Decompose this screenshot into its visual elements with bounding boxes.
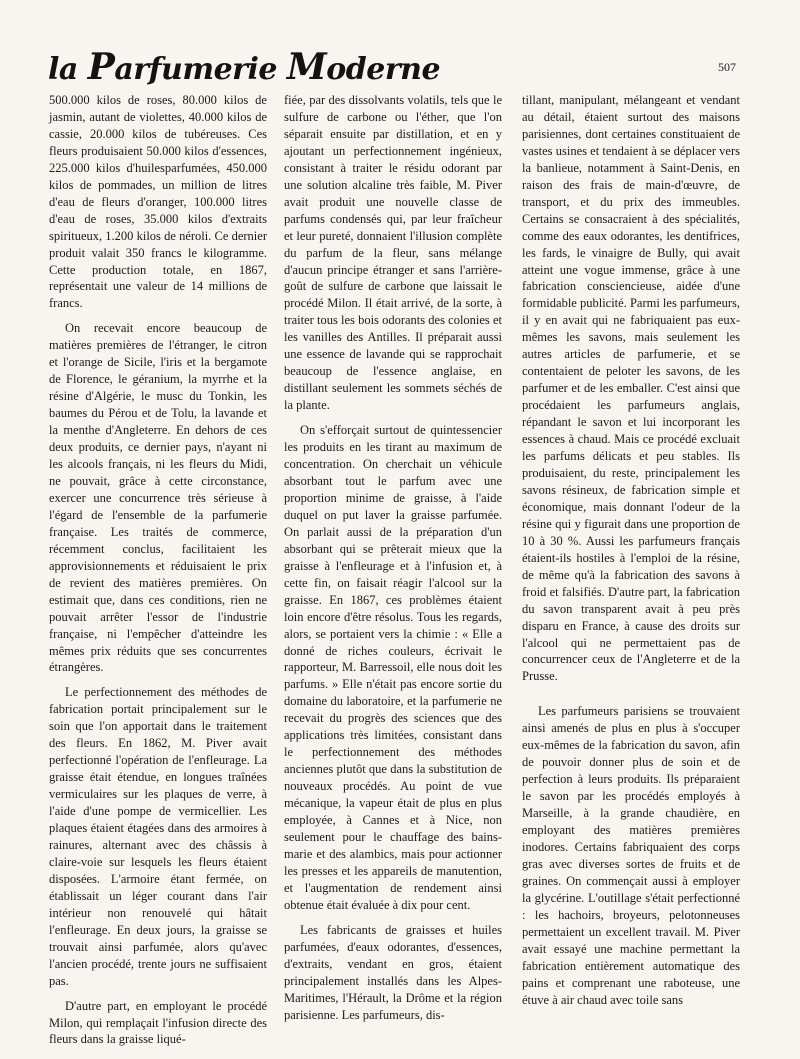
paragraph: On s'efforçait surtout de quintessencier les produits en les tirant au maximum de concentration. On cherchait un véhicule absorbant tout le parfum avec une proportion minime de graisse, à l'aide duquel on put laver la graisse parfumée. On parlait aussi de la préparation d'un absorbant qui se prêterait mieux que la graisse à l'enfleurage et à l'infusion et, à cette fin, on faisait réagir l'alcool sur la graisse. En 1867, ces problèmes étaient loin encore d'être résolus. Tous les regards, alors, se portaient vers la chimie : « Elle a donné de riches couleurs, écrivait le rapporteur, M. Barressoil, elle nous doit les parfums. » Elle n'était pas encore sortie du domaine du laboratoire, et la parfumerie ne recevait du progrès des sciences que des applications très limitées, consistant dans le perfectionnement des méthodes anciennes plutôt que dans la substitution de nouveaux procédés. Au point de vue mécanique, la vapeur était de plus en plus employée, à Cannes et à Nice, non seulement pour le chauffage des bains-marie et des alambics, mais pour actionner les presses et les appareils de manutention, et l'augmentation de rendement ainsi obtenue était évaluée à dix pour cent.	[284, 423, 502, 912]
paragraph: Les parfumeurs parisiens se trouvaient ainsi amenés de plus en plus à s'occuper eux-mêmes de la fabrication du savon, afin de pouvoir donner plus de soin et de perfection à leurs produits. Ils préparaient le savon par les procédés employés à Marseille, à la grande chaudière, en employant des matières premières inodores. Certains fabriquaient des corps gras avec diverses sortes de fruits et de graines. On commençait aussi à employer la glycérine. L'outillage s'était perfectionné : les hachoirs, broyeurs, pelotonneuses permettaient un excellent travail. M. Piver avait essayé une machine permettant la fabrication entièrement automatique des pains et comprenant une raboteuse, une étuve à air chaud avec toile sans	[522, 704, 740, 1007]
paragraph: Le perfectionnement des méthodes de fabrication portait principalement sur le soin que l'on apportait dans le traitement des fleurs. En 1862, M. Piver avait perfectionné l'opération de l'enfleurage. La graisse était étendue, en longues traînées vermiculaires sur les plaques de verre, à l'aide d'une pompe de vermicellier. Les plaques étaient étagées dans des armoires à rainures, alternant avec des châssis à claire-voie sur lesquels les fleurs étaient disposées. L'armoire étant fermée, on établissait un léger courant dans l'air intérieur non renouvelé qui hâtait l'enfleurage. En deux jours, la graisse se trouvait ainsi parfumée, alors qu'avec l'ancien procédé, trente jours ne suffisaient pas.	[49, 685, 267, 988]
paragraph: fiée, par des dissolvants volatils, tels que le sulfure de carbone ou l'éther, que l'on séparait ensuite par distillation, et en y ajoutant un perfectionnement ingénieux, consistant à traiter le résidu odorant par une solution alcaline très faible, M. Piver avait produit une nouvelle classe de parfums condensés qui, par leur fraîcheur et leur pureté, donnaient l'illusion complète du parfum de la fleur, sans mélange d'aucun principe étranger et sans l'arrière-goût de sulfure de carbone que laissait le procédé Milon. Il était arrivé, de la sorte, à traiter tous les bois odorants des colonies et les vanilles des Antilles. Il préparait aussi une essence de lavande qui se rapprochait beaucoup de l'essence anglaise, en distillant seulement les sommets séchés de la plante.	[284, 93, 502, 413]
masthead-part: la	[48, 52, 88, 87]
masthead-part: oderne	[326, 52, 441, 87]
paragraph: On recevait encore beaucoup de matières premières de l'étranger, le citron et l'orange de Sicile, l'iris et la bergamote de Florence, le géranium, la myrrhe et la résine d'Algérie, le musc du Tonkin, les baumes du Pérou et de Tolu, la lavande et la menthe d'Angleterre. En dehors de ces deux produits, ce dernier pays, n'ayant ni les alcools français, ni les fleurs du Midi, ne pouvait, grâce à cette circonstance, exercer une concurrence très sérieuse à l'égard de l'ensemble de la parfumerie française. Les traités de commerce, récemment conclus, facilitaient les approvisionnements et réduisaient le prix de revient des matières premières. On estimait que, dans ces conditions, rien ne pouvait arrêter l'essor de l'industrie française, ni l'empêcher d'atteindre les mêmes prix réduits que ses concurrentes étrangères.	[49, 321, 267, 675]
paragraph: 500.000 kilos de roses, 80.000 kilos de jasmin, autant de violettes, 40.000 kilos de cassie, 20.000 kilos de tubéreuses. Ces fleurs produisaient 50.000 kilos d'essences, 225.000 kilos d'huilesparfumées, 450.000 kilos de pommades, un million de litres d'eau de fleurs d'oranger, 100.000 litres d'eau de roses, 35.000 kilos d'extraits spiritueux, 1.200 kilos de néroli. Ce dernier produit valait 350 francs le kilogramme. Cette production totale, en 1867, représentait une valeur de 14 millions de francs.	[49, 93, 267, 311]
masthead-part: arfumerie	[114, 52, 287, 87]
masthead-logo	[48, 46, 440, 88]
page-number: 507	[718, 60, 736, 74]
text-column-3	[522, 92, 740, 1009]
masthead-part: M	[286, 46, 327, 88]
paragraph: Les fabricants de graisses et huiles parfumées, d'eaux odorantes, d'essences, d'extraits, vendant en gros, étaient principalement installés dans les Alpes-Maritimes, l'Hérault, la Drôme et la région parisienne. Les parfumeurs, dis-	[284, 922, 502, 1022]
paragraph: tillant, manipulant, mélangeant et vendant au détail, étaient surtout des maisons parisiennes, dont certaines constituaient de vastes usines et tendaient à se déplacer vers la banlieue, notamment à Saint-Denis, en raison des frais de main-d'œuvre, de transport, et du prix des immeubles. Certains se consacraient à des spécialités, comme des eaux odorantes, les dentifrices, les fards, le vinaigre de Bully, qui avait atteint une vogue immense, grâce à une fabrication consciencieuse, aidée d'une formidable publicité. Parmi les parfumeurs, il y en avait qui ne fabriquaient pas eux-mêmes les savons, mais seulement les autres articles de parfumerie, et se contentaient de peloter les savons, de les parfumer et de les emballer. C'est ainsi que procédaient les parfumeurs anglais, répandant le savon et lui incorporant les essences à chaud. Mais ce procédé excluait les parfums délicats et peu stables. Ils produisaient, du reste, principalement les savons résineux, de fabrication simple et économique, mais donnant l'odeur de la résine qui y figurait dans une proportion de 10 à 30 %. Aussi les parfumeurs français étaient-ils hostiles à l'emploi de la résine, de même qu'à la fabrication des savons à froid et falsifiés. D'autre part, la fabrication du savon transparent avait à peu près disparu en France, à cause des droits sur l'alcool qui ne permettaient pas de concurrencer ceux de l'Angleterre et de la Prusse.	[522, 93, 740, 684]
text-column-1	[49, 92, 267, 1048]
page-header	[48, 46, 748, 86]
paragraph: D'autre part, en employant le procédé Milon, qui remplaçait l'infusion directe des fleurs dans la graisse liqué-	[49, 998, 267, 1047]
text-column-2	[284, 92, 502, 1023]
masthead-part: P	[87, 46, 115, 88]
